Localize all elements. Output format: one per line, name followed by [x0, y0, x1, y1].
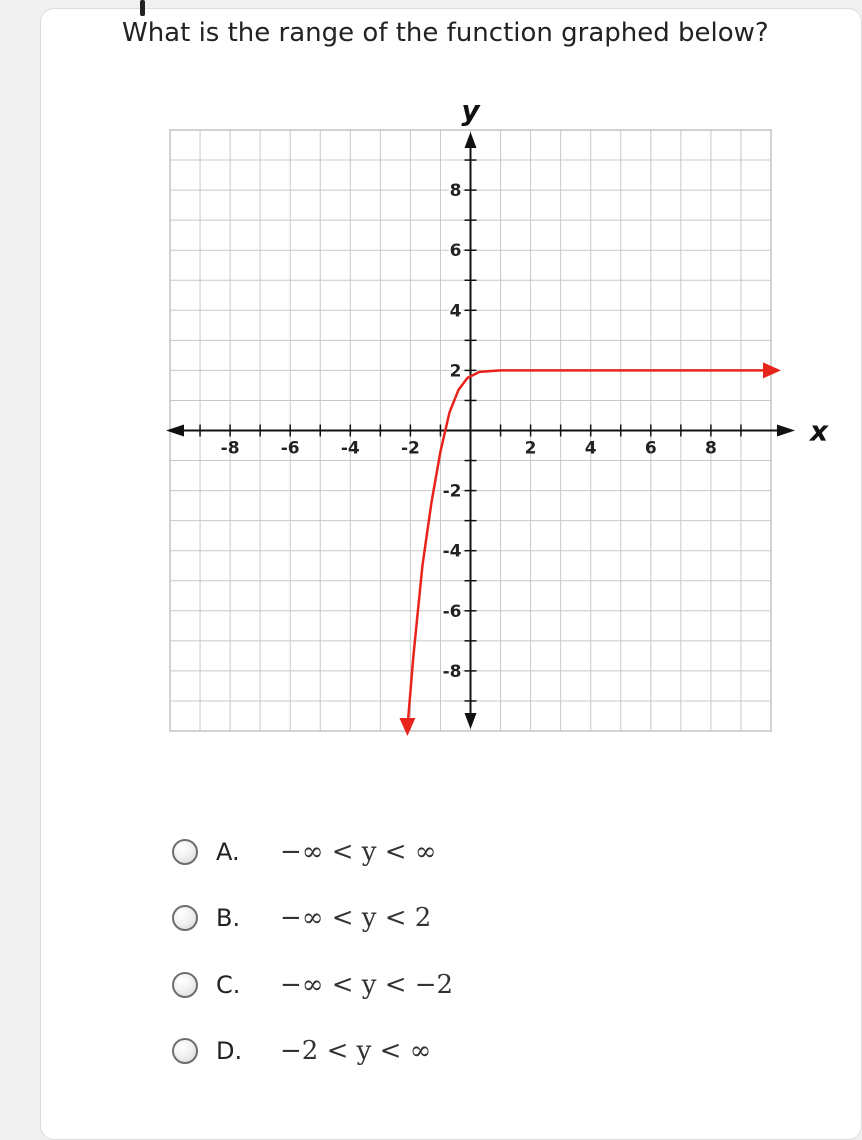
radio-button-a[interactable] — [172, 839, 198, 865]
x-tick-label: -8 — [220, 438, 240, 459]
choice-d[interactable] — [172, 1031, 592, 1071]
choice-a[interactable] — [172, 832, 592, 872]
function-graph — [120, 94, 829, 794]
curve-arrow-right — [763, 362, 781, 378]
choice-b-expression: −∞ < y < 2 — [280, 903, 432, 933]
y-axis-label: y — [461, 94, 480, 127]
x-tick-label: -6 — [280, 438, 300, 459]
y-tick-label: 8 — [449, 181, 462, 202]
text-cursor — [140, 0, 145, 16]
choice-a-expression: −∞ < y < ∞ — [280, 837, 437, 867]
y-tick-label: -4 — [442, 541, 462, 562]
y-tick-label: -6 — [442, 601, 462, 622]
y-tick-label: 2 — [449, 361, 462, 382]
x-axis-label: x — [809, 414, 829, 448]
radio-button-c[interactable] — [172, 972, 198, 998]
x-tick-label: -4 — [340, 438, 360, 459]
choice-c-expression: −∞ < y < −2 — [280, 970, 454, 1000]
x-tick-label: 2 — [524, 438, 537, 459]
x-tick-label: -2 — [400, 438, 420, 459]
radio-button-d[interactable] — [172, 1038, 198, 1064]
y-tick-label: 6 — [449, 241, 462, 262]
x-tick-label: 6 — [644, 438, 657, 459]
x-tick-label: 8 — [704, 438, 717, 459]
y-tick-label: -8 — [442, 661, 462, 682]
y-tick-label: -2 — [442, 481, 462, 502]
radio-button-b[interactable] — [172, 905, 198, 931]
choice-a-letter: A. — [216, 838, 240, 866]
choice-b-letter: B. — [216, 904, 241, 932]
choice-b[interactable] — [172, 898, 592, 938]
choice-d-letter: D. — [216, 1037, 243, 1065]
choice-c-letter: C. — [216, 971, 241, 999]
choice-c[interactable] — [172, 965, 592, 1005]
choice-d-expression: −2 < y < ∞ — [280, 1036, 432, 1066]
y-tick-label: 4 — [449, 301, 462, 322]
x-tick-label: 4 — [584, 438, 597, 459]
x-axis-arrow-right — [777, 425, 795, 437]
question-text: What is the range of the function graphed below? — [122, 18, 769, 48]
